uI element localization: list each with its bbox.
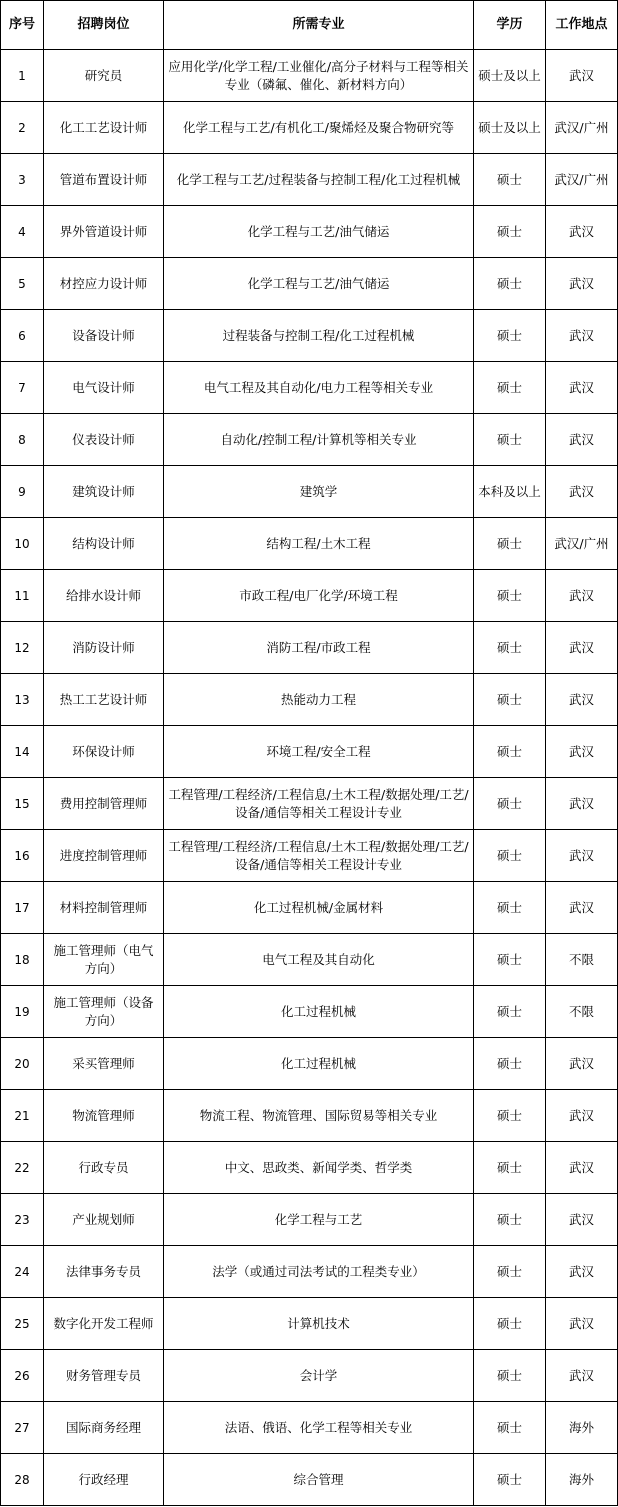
cell-no: 10 <box>1 518 44 570</box>
cell-position: 财务管理专员 <box>44 1350 164 1402</box>
header-position: 招聘岗位 <box>44 1 164 50</box>
cell-no: 28 <box>1 1454 44 1506</box>
cell-location: 武汉 <box>546 1090 618 1142</box>
cell-no: 14 <box>1 726 44 778</box>
table-row <box>1 1350 618 1402</box>
header-location: 工作地点 <box>546 1 618 50</box>
table-row <box>1 1298 618 1350</box>
cell-education: 硕士 <box>474 258 546 310</box>
table-row <box>1 570 618 622</box>
cell-location: 武汉 <box>546 258 618 310</box>
cell-no: 19 <box>1 986 44 1038</box>
cell-location: 武汉 <box>546 622 618 674</box>
cell-position: 物流管理师 <box>44 1090 164 1142</box>
cell-location: 武汉 <box>546 726 618 778</box>
cell-education: 本科及以上 <box>474 466 546 518</box>
cell-no: 24 <box>1 1246 44 1298</box>
cell-position: 法律事务专员 <box>44 1246 164 1298</box>
cell-education: 硕士 <box>474 934 546 986</box>
cell-major: 自动化/控制工程/计算机等相关专业 <box>164 414 474 466</box>
cell-education: 硕士及以上 <box>474 102 546 154</box>
cell-major: 化工过程机械/金属材料 <box>164 882 474 934</box>
cell-no: 23 <box>1 1194 44 1246</box>
cell-education: 硕士及以上 <box>474 50 546 102</box>
cell-location: 不限 <box>546 986 618 1038</box>
cell-no: 15 <box>1 778 44 830</box>
cell-major: 热能动力工程 <box>164 674 474 726</box>
cell-major: 结构工程/土木工程 <box>164 518 474 570</box>
cell-major: 环境工程/安全工程 <box>164 726 474 778</box>
table-row <box>1 1142 618 1194</box>
cell-position: 进度控制管理师 <box>44 830 164 882</box>
cell-no: 25 <box>1 1298 44 1350</box>
table-row <box>1 1038 618 1090</box>
cell-education: 硕士 <box>474 1142 546 1194</box>
cell-no: 7 <box>1 362 44 414</box>
table-row <box>1 1194 618 1246</box>
cell-major: 过程装备与控制工程/化工过程机械 <box>164 310 474 362</box>
cell-major: 消防工程/市政工程 <box>164 622 474 674</box>
cell-education: 硕士 <box>474 1090 546 1142</box>
cell-major: 电气工程及其自动化/电力工程等相关专业 <box>164 362 474 414</box>
cell-education: 硕士 <box>474 206 546 258</box>
cell-major: 化工过程机械 <box>164 1038 474 1090</box>
cell-position: 设备设计师 <box>44 310 164 362</box>
cell-location: 武汉/广州 <box>546 102 618 154</box>
cell-education: 硕士 <box>474 1194 546 1246</box>
cell-location: 武汉 <box>546 310 618 362</box>
cell-position: 仪表设计师 <box>44 414 164 466</box>
cell-major: 建筑学 <box>164 466 474 518</box>
cell-no: 4 <box>1 206 44 258</box>
cell-no: 27 <box>1 1402 44 1454</box>
cell-position: 研究员 <box>44 50 164 102</box>
cell-location: 武汉 <box>546 1038 618 1090</box>
table-row <box>1 1402 618 1454</box>
cell-location: 武汉 <box>546 1350 618 1402</box>
table-row <box>1 674 618 726</box>
cell-education: 硕士 <box>474 1350 546 1402</box>
cell-location: 海外 <box>546 1454 618 1506</box>
cell-position: 施工管理师（电气方向） <box>44 934 164 986</box>
table-row <box>1 258 618 310</box>
cell-position: 国际商务经理 <box>44 1402 164 1454</box>
cell-position: 材控应力设计师 <box>44 258 164 310</box>
table-row <box>1 466 618 518</box>
table-row <box>1 726 618 778</box>
table-row <box>1 206 618 258</box>
cell-education: 硕士 <box>474 882 546 934</box>
cell-position: 行政专员 <box>44 1142 164 1194</box>
table-row <box>1 154 618 206</box>
cell-location: 武汉/广州 <box>546 518 618 570</box>
cell-no: 21 <box>1 1090 44 1142</box>
cell-location: 武汉 <box>546 778 618 830</box>
cell-position: 数字化开发工程师 <box>44 1298 164 1350</box>
table-row <box>1 1454 618 1506</box>
cell-education: 硕士 <box>474 830 546 882</box>
header-major: 所需专业 <box>164 1 474 50</box>
cell-no: 16 <box>1 830 44 882</box>
cell-position: 管道布置设计师 <box>44 154 164 206</box>
cell-major: 化学工程与工艺/过程装备与控制工程/化工过程机械 <box>164 154 474 206</box>
table-header <box>1 1 618 50</box>
cell-major: 综合管理 <box>164 1454 474 1506</box>
cell-no: 11 <box>1 570 44 622</box>
cell-major: 应用化学/化学工程/工业催化/高分子材料与工程等相关专业（磷氟、催化、新材料方向） <box>164 50 474 102</box>
cell-no: 13 <box>1 674 44 726</box>
cell-location: 海外 <box>546 1402 618 1454</box>
cell-position: 化工工艺设计师 <box>44 102 164 154</box>
header-no: 序号 <box>1 1 44 50</box>
cell-education: 硕士 <box>474 414 546 466</box>
header-education: 学历 <box>474 1 546 50</box>
cell-no: 12 <box>1 622 44 674</box>
cell-major: 市政工程/电厂化学/环境工程 <box>164 570 474 622</box>
table-row <box>1 934 618 986</box>
cell-no: 17 <box>1 882 44 934</box>
cell-education: 硕士 <box>474 1246 546 1298</box>
cell-major: 计算机技术 <box>164 1298 474 1350</box>
cell-no: 26 <box>1 1350 44 1402</box>
cell-position: 采买管理师 <box>44 1038 164 1090</box>
cell-education: 硕士 <box>474 778 546 830</box>
cell-location: 不限 <box>546 934 618 986</box>
cell-major: 化学工程与工艺/有机化工/聚烯烃及聚合物研究等 <box>164 102 474 154</box>
cell-major: 工程管理/工程经济/工程信息/土木工程/数据处理/工艺/设备/通信等相关工程设计专业 <box>164 778 474 830</box>
cell-location: 武汉 <box>546 1142 618 1194</box>
cell-location: 武汉 <box>546 674 618 726</box>
cell-education: 硕士 <box>474 986 546 1038</box>
table-row <box>1 102 618 154</box>
cell-education: 硕士 <box>474 154 546 206</box>
cell-no: 8 <box>1 414 44 466</box>
table-row <box>1 414 618 466</box>
cell-no: 3 <box>1 154 44 206</box>
cell-major: 会计学 <box>164 1350 474 1402</box>
cell-education: 硕士 <box>474 1454 546 1506</box>
cell-position: 电气设计师 <box>44 362 164 414</box>
cell-major: 化工过程机械 <box>164 986 474 1038</box>
cell-position: 建筑设计师 <box>44 466 164 518</box>
table-row <box>1 1246 618 1298</box>
table-row <box>1 50 618 102</box>
cell-position: 热工工艺设计师 <box>44 674 164 726</box>
cell-position: 施工管理师（设备方向） <box>44 986 164 1038</box>
cell-major: 化学工程与工艺/油气储运 <box>164 206 474 258</box>
table-row <box>1 622 618 674</box>
cell-location: 武汉 <box>546 466 618 518</box>
cell-location: 武汉 <box>546 1246 618 1298</box>
cell-education: 硕士 <box>474 1402 546 1454</box>
table-row <box>1 518 618 570</box>
cell-major: 物流工程、物流管理、国际贸易等相关专业 <box>164 1090 474 1142</box>
cell-education: 硕士 <box>474 362 546 414</box>
table-row <box>1 362 618 414</box>
table-row <box>1 1090 618 1142</box>
cell-no: 22 <box>1 1142 44 1194</box>
cell-position: 材料控制管理师 <box>44 882 164 934</box>
header-row <box>1 1 618 50</box>
cell-education: 硕士 <box>474 726 546 778</box>
cell-no: 5 <box>1 258 44 310</box>
table-body <box>1 50 618 1506</box>
cell-location: 武汉/广州 <box>546 154 618 206</box>
cell-position: 产业规划师 <box>44 1194 164 1246</box>
table-row <box>1 830 618 882</box>
cell-major: 电气工程及其自动化 <box>164 934 474 986</box>
cell-position: 给排水设计师 <box>44 570 164 622</box>
cell-position: 结构设计师 <box>44 518 164 570</box>
cell-no: 9 <box>1 466 44 518</box>
cell-education: 硕士 <box>474 570 546 622</box>
cell-position: 费用控制管理师 <box>44 778 164 830</box>
cell-no: 6 <box>1 310 44 362</box>
cell-no: 18 <box>1 934 44 986</box>
cell-location: 武汉 <box>546 882 618 934</box>
cell-location: 武汉 <box>546 1298 618 1350</box>
cell-education: 硕士 <box>474 1298 546 1350</box>
cell-position: 消防设计师 <box>44 622 164 674</box>
cell-location: 武汉 <box>546 830 618 882</box>
cell-position: 界外管道设计师 <box>44 206 164 258</box>
table-row <box>1 310 618 362</box>
cell-education: 硕士 <box>474 518 546 570</box>
cell-no: 1 <box>1 50 44 102</box>
cell-location: 武汉 <box>546 50 618 102</box>
cell-location: 武汉 <box>546 206 618 258</box>
cell-education: 硕士 <box>474 674 546 726</box>
cell-location: 武汉 <box>546 570 618 622</box>
cell-position: 行政经理 <box>44 1454 164 1506</box>
cell-education: 硕士 <box>474 622 546 674</box>
cell-major: 化学工程与工艺/油气储运 <box>164 258 474 310</box>
cell-major: 中文、思政类、新闻学类、哲学类 <box>164 1142 474 1194</box>
cell-major: 化学工程与工艺 <box>164 1194 474 1246</box>
cell-major: 法语、俄语、化学工程等相关专业 <box>164 1402 474 1454</box>
table-row <box>1 882 618 934</box>
cell-location: 武汉 <box>546 414 618 466</box>
cell-major: 工程管理/工程经济/工程信息/土木工程/数据处理/工艺/设备/通信等相关工程设计专业 <box>164 830 474 882</box>
cell-location: 武汉 <box>546 1194 618 1246</box>
cell-no: 20 <box>1 1038 44 1090</box>
cell-location: 武汉 <box>546 362 618 414</box>
table-row <box>1 986 618 1038</box>
table-row <box>1 778 618 830</box>
cell-position: 环保设计师 <box>44 726 164 778</box>
cell-education: 硕士 <box>474 1038 546 1090</box>
cell-major: 法学（或通过司法考试的工程类专业） <box>164 1246 474 1298</box>
cell-no: 2 <box>1 102 44 154</box>
cell-education: 硕士 <box>474 310 546 362</box>
